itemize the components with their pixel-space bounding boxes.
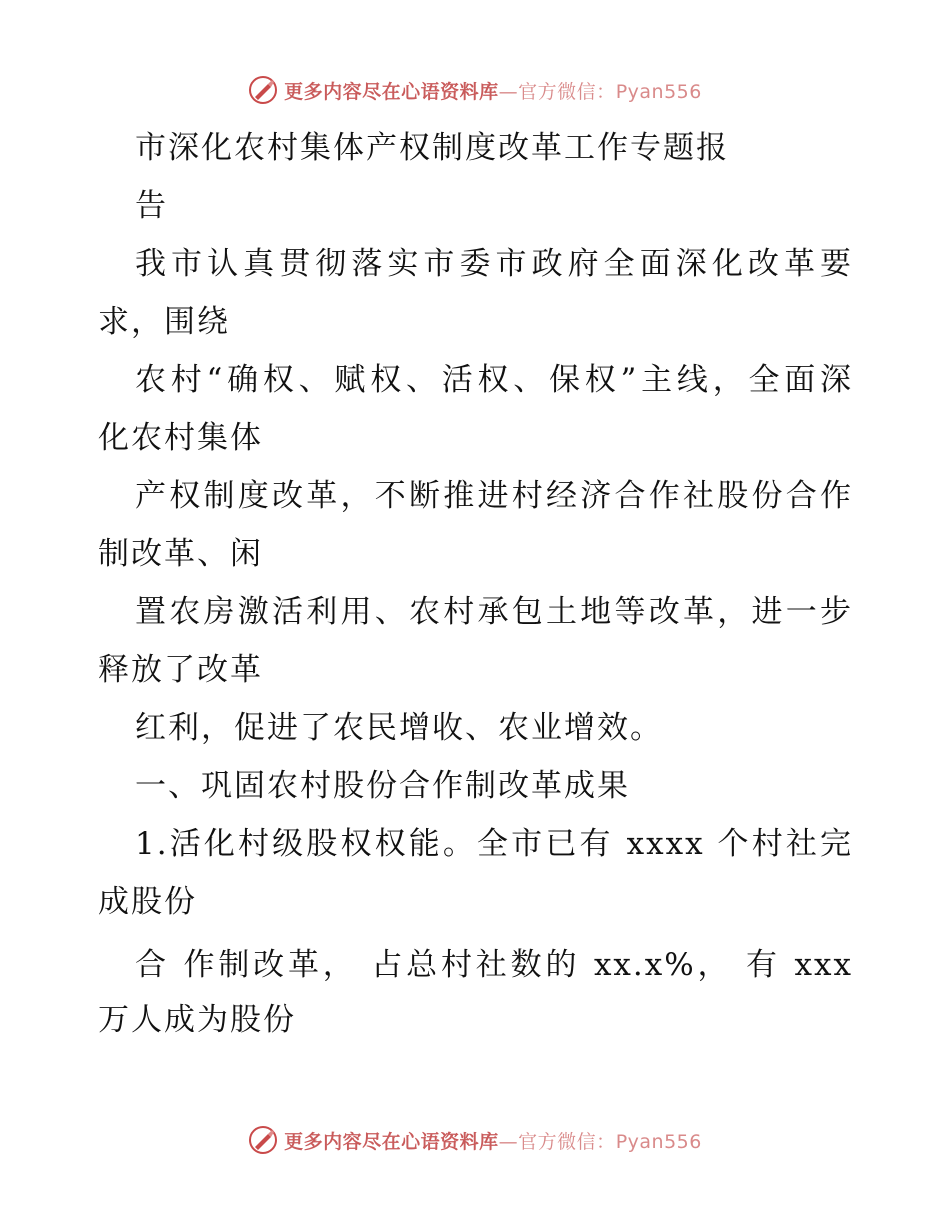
paragraph-line: 合 作制改革， 占总村社数的 xx.x%， 有 xxx [135, 947, 853, 983]
quill-logo-icon [248, 1125, 278, 1155]
watermark-id: Pyan556 [615, 80, 702, 103]
section-heading: 一、巩固农村股份合作制改革成果 [135, 768, 630, 804]
document-title-line: 告 [135, 188, 168, 224]
paragraph-line: 1.活化村级股权权能。全市已有 xxxx 个村社完 [135, 826, 853, 862]
paragraph-line: 成股份 [98, 884, 197, 920]
paragraph-line: 万人成为股份 [98, 1002, 296, 1038]
watermark-site: 更多内容尽在心语资料库 [284, 1130, 499, 1153]
document-title-line: 市深化农村集体产权制度改革工作专题报 [135, 130, 729, 166]
watermark-text [284, 1127, 702, 1154]
paragraph-line: 农村“确权、赋权、活权、保权”主线，全面深 [135, 362, 853, 398]
watermark-dash: — [498, 80, 519, 103]
watermark-footer [0, 1120, 950, 1160]
paragraph-line: 求，围绕 [98, 304, 230, 340]
watermark-label: 官方微信： [518, 1130, 616, 1153]
paragraph-line: 红利，促进了农民增收、农业增效。 [135, 710, 663, 746]
paragraph-line: 置农房激活利用、农村承包土地等改革，进一步 [135, 594, 853, 630]
watermark-header [0, 70, 950, 110]
watermark-dash: — [498, 1130, 519, 1153]
quill-logo-icon [248, 75, 278, 105]
paragraph-line: 我市认真贯彻落实市委市政府全面深化改革要 [135, 246, 853, 282]
paragraph-line: 化农村集体 [98, 420, 263, 456]
paragraph-line: 释放了改革 [98, 652, 263, 688]
paragraph-line: 产权制度改革，不断推进村经济合作社股份合作 [135, 478, 853, 514]
watermark-text [284, 77, 702, 104]
watermark-id: Pyan556 [615, 1130, 702, 1153]
paragraph-line: 制改革、闲 [98, 536, 263, 572]
watermark-site: 更多内容尽在心语资料库 [284, 80, 499, 103]
watermark-label: 官方微信： [518, 80, 616, 103]
